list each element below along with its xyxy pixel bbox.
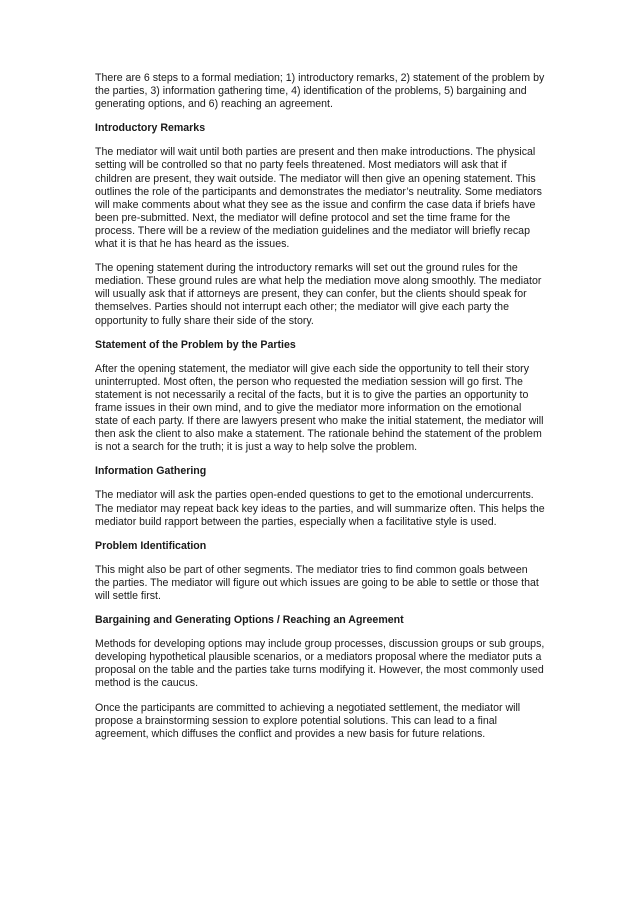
section-heading: Statement of the Problem by the Parties <box>95 338 296 351</box>
section-paragraph: This might also be part of other segments. The mediator tries to find common goals between the parties. The mediator will figure out which issues are going to be able to settle or those that will settle first. <box>95 563 539 602</box>
section-heading: Bargaining and Generating Options / Reaching an Agreement <box>95 614 404 627</box>
section-paragraph: After the opening statement, the mediator will give each side the opportunity to tell their story uninterrupted. Most often, the person who requested the mediation session will go first. The statement is not necessarily a recital of the facts, but it is to give the parties an opportunity to frame issues in their own mind, and to give the mediator more information on the emotional state of each party. If there are lawyers present who make the initial statement, the mediator will then ask the client to also make a statement. The rationale behind the statement of the problem is not a search for the truth; it is just a way to help solve the problem. <box>95 362 544 454</box>
section-information-gathering <box>95 465 545 528</box>
section-paragraph: The mediator will wait until both parties are present and then make introductions. The physical setting will be controlled so that no party feels threatened. Most mediators will ask that if children are present, they wait outside. The mediator will then give an opening statement. This outlines the role of the participants and demonstrates the mediator’s neutrality. Some mediators will make comments about what they see as the issue and confirm the case data if briefs have been pre-submitted. Next, the mediator will define protocol and set the time frame for the process. There will be a review of the mediation guidelines and the mediator will briefly recap what it is that he has heard as the issues. <box>95 146 542 251</box>
intro-paragraph: There are 6 steps to a formal mediation; 1) introductory remarks, 2) statement of the problem by the parties, 3) information gathering time, 4) identification of the problems, 5) bargaining and generating options, and 6) reaching an agreement. <box>95 72 545 111</box>
section-paragraph: Once the participants are committed to achieving a negotiated settlement, the mediator will propose a brainstorming session to explore potential solutions. This can lead to a final agreement, which diffuses the conflict and provides a new basis for future relations. <box>95 701 521 740</box>
section-statement-of-problem <box>95 339 545 455</box>
section-paragraph: The opening statement during the introductory remarks will set out the ground rules for the mediation. These ground rules are what help the mediation move along smoothly. The mediator will usually ask that if attorneys are present, they can confer, but the clients should speak for themselves. Parties should not interrupt each other; the mediator will give each party the opportunity to fully share their side of the story. <box>95 262 542 327</box>
section-heading: Problem Identification <box>95 539 207 552</box>
document-page <box>95 72 545 752</box>
section-heading: Information Gathering <box>95 465 207 478</box>
section-problem-identification <box>95 540 545 603</box>
section-introductory-remarks <box>95 122 545 327</box>
section-paragraph: The mediator will ask the parties open-ended questions to get to the emotional undercurrents. The mediator may repeat back key ideas to the parties, and will summarize often. This helps the mediator build rapport between the parties, especially when a facilitative style is used. <box>95 489 545 528</box>
section-bargaining-agreement <box>95 614 545 741</box>
section-heading: Introductory Remarks <box>95 122 206 135</box>
section-paragraph: Methods for developing options may include group processes, discussion groups or sub groups, developing hypothetical plausible scenarios, or a mediators proposal where the mediator puts a proposal on the table and the parties take turns modifying it. However, the most commonly used method is the caucus. <box>95 638 545 690</box>
